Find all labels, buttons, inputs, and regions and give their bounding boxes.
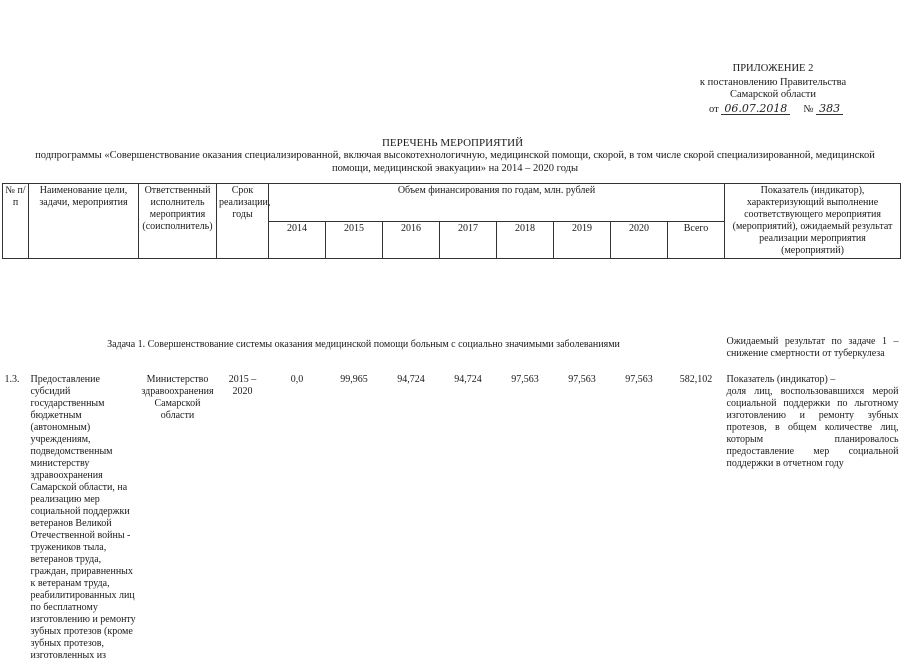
- header-row-1: [3, 184, 901, 222]
- header-year: 2017: [440, 221, 497, 259]
- indicator-label: Показатель (индикатор) –: [726, 374, 836, 385]
- header-indicator: Показатель (индикатор), характеризующий выполнение соответствующего мероприятия (мероприятий), ожидаемый результат реализации мероприятия (мероприятий): [725, 184, 901, 259]
- header-year: 2018: [497, 221, 554, 259]
- task-result: Ожидаемый результат по задаче 1 – снижение смертности от туберкулеза: [726, 336, 899, 359]
- document-title: ПЕРЕЧЕНЬ МЕРОПРИЯТИЙ: [381, 137, 524, 149]
- header-year: 2015: [326, 221, 383, 259]
- row-number: 1.3.: [4, 374, 20, 385]
- task-text: Задача 1. Совершенствование системы оказания медицинской помощи больным с социально значимыми заболеваниями: [107, 339, 620, 350]
- header-year: 2016: [383, 221, 440, 259]
- number-prefix: №: [803, 103, 814, 115]
- row-value-2016: 94,724: [397, 374, 425, 385]
- date-prefix: от: [709, 103, 719, 115]
- row-value-2014: 0,0: [290, 374, 304, 385]
- row-indicator: [725, 360, 901, 662]
- row-value-2019: 97,563: [568, 374, 596, 385]
- header-num: № п/п: [3, 184, 29, 259]
- appendix-line-2: Самарской области: [730, 89, 816, 100]
- table-row: [3, 360, 901, 662]
- header-total: Всего: [668, 221, 725, 259]
- row-total: 582,102: [679, 374, 713, 385]
- indicator-text: доля лиц, воспользовавшихся мерой социальной поддержки по льготному изготовлению и ремонту зубных протезов, в общем количестве лиц, которым планировалось предоставление мер социальной поддержки в отчетном году: [726, 386, 899, 469]
- row-executor: Министерство здравоохранения Самарской области: [141, 374, 214, 421]
- row-value-2015: 99,965: [340, 374, 368, 385]
- header-year: 2020: [611, 221, 668, 259]
- header-funding: Объем финансирования по годам, млн. рублей: [269, 184, 725, 222]
- task-row: [3, 259, 901, 361]
- document-subtitle: подпрограммы «Совершенствование оказания специализированной, включая высокотехнологичную, медицинской помощи, скорой, в том числе скорой специализированной, медицинской помощи, медицинской эвакуации» на 2014 – 2020 годы: [35, 150, 875, 174]
- appendix-block: [683, 63, 863, 116]
- handwritten-date: 06.07.2018: [721, 103, 790, 115]
- row-value-2018: 97,563: [511, 374, 539, 385]
- header-name: Наименование цели, задачи, мероприятия: [29, 184, 139, 259]
- header-executor: Ответственный исполнитель мероприятия (соисполнитель): [139, 184, 217, 259]
- row-value-2020: 97,563: [625, 374, 653, 385]
- appendix-dateline: [683, 103, 863, 117]
- row-description: Предоставление субсидий государственным бюджетным (автономным) учреждениям, подведомственным министерству здравоохранения Самарской области, на реализацию мер социальной поддержки ветеранов Великой Отечественной войны - тружеников тыла, ветеранов труда, граждан, приравненных к ветеранам труда, реабилитированных лиц по бесплатному изготовлению и ремонту зубных протезов (кроме зубных протезов, изготовленных из: [30, 374, 136, 661]
- activities-table: [2, 183, 901, 662]
- appendix-line-1: к постановлению Правительства: [699, 76, 847, 88]
- appendix-number: ПРИЛОЖЕНИЕ 2: [732, 63, 814, 74]
- row-value-2017: 94,724: [454, 374, 482, 385]
- header-year: 2014: [269, 221, 326, 259]
- header-year: 2019: [554, 221, 611, 259]
- header-term: Срок реализации, годы: [217, 184, 269, 259]
- handwritten-number: 383: [816, 103, 843, 115]
- row-term: 2015 – 2020: [228, 374, 257, 397]
